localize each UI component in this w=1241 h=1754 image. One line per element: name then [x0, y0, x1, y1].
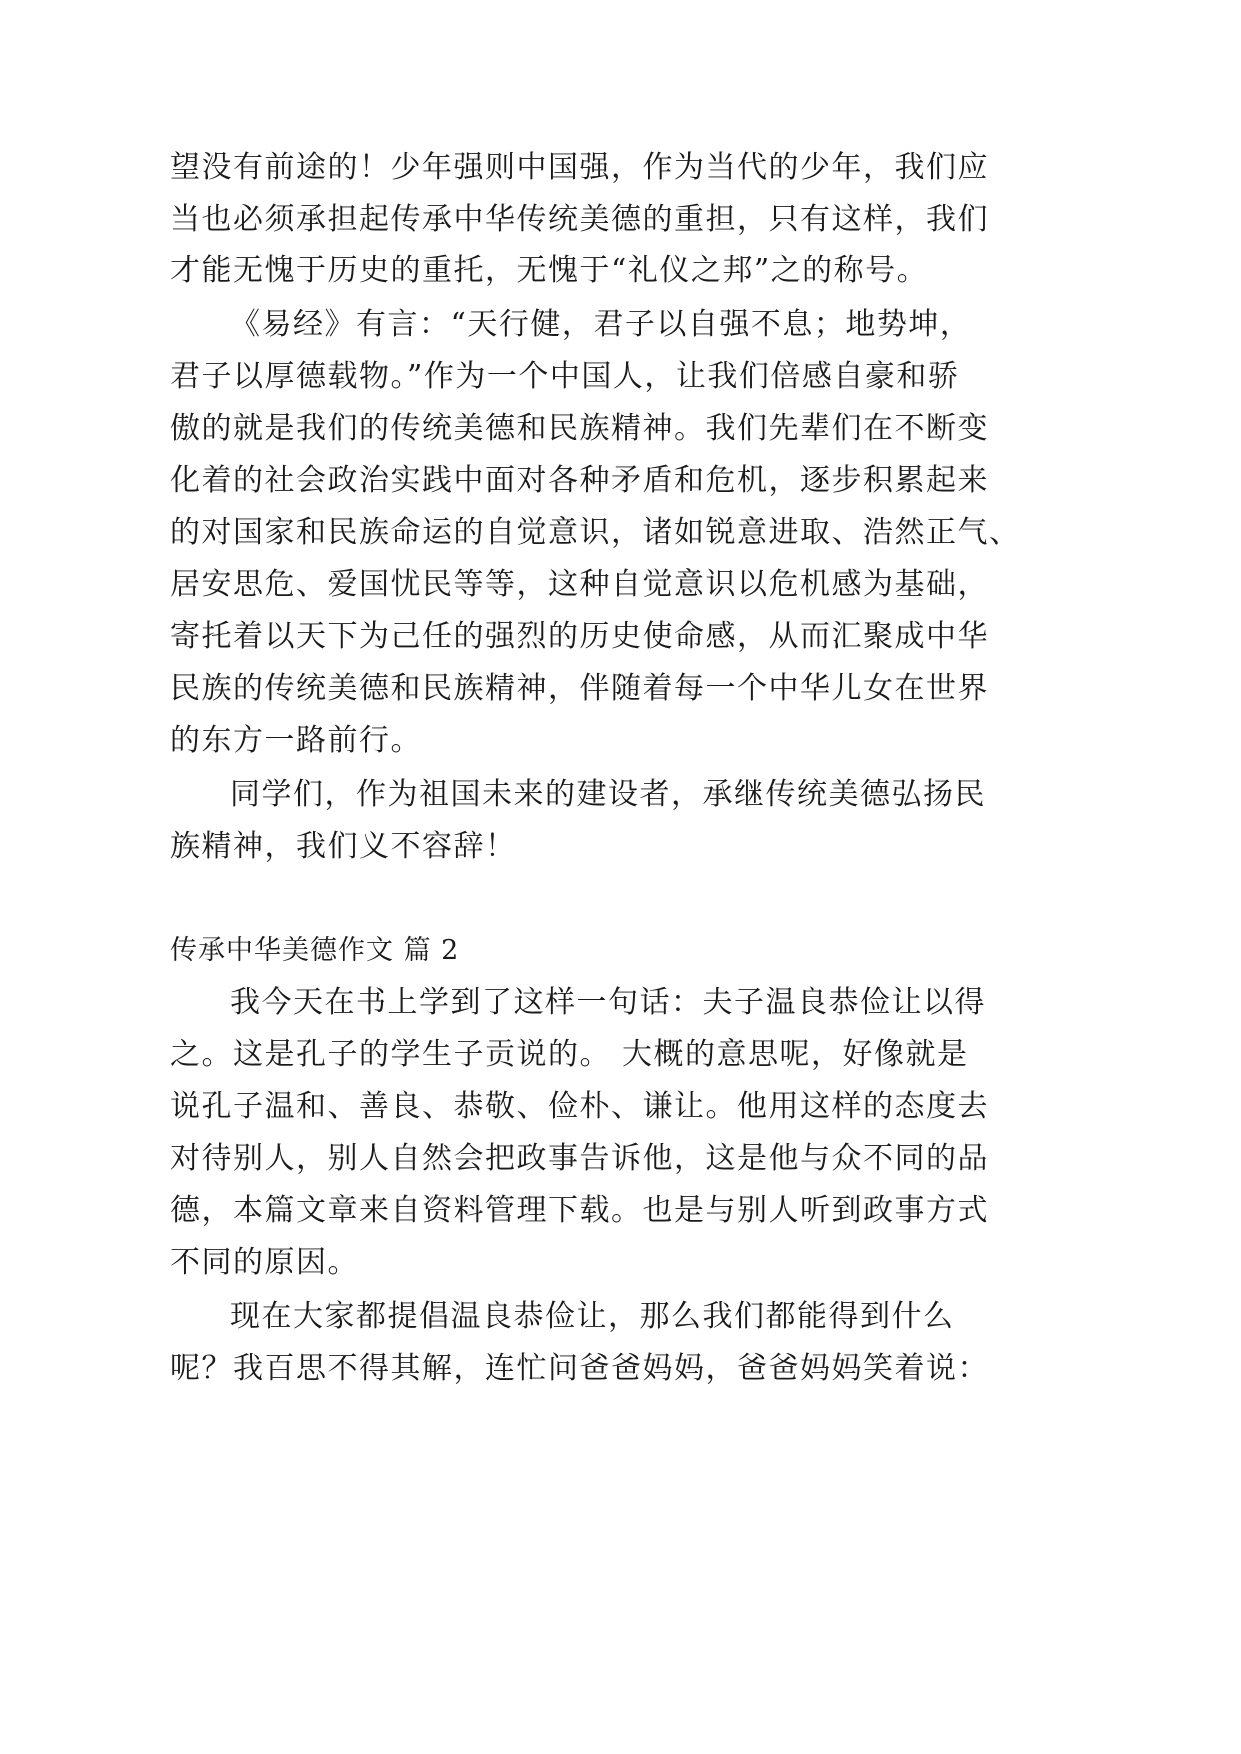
paragraph-line: 的东方一路前行。: [170, 723, 422, 758]
paragraph-line: 德，本篇文章来自资料管理下载。也是与别人听到政事方式: [170, 1193, 989, 1228]
paragraph-line: 现在大家都提倡温良恭俭让，那么我们都能得到什么: [230, 1299, 955, 1334]
paragraph-line: 说孔子温和、善良、恭敬、俭朴、谦让。他用这样的态度去: [170, 1089, 989, 1124]
paragraph-line: 族精神，我们义不容辞！: [170, 829, 517, 864]
paragraph-line: 化着的社会政治实践中面对各种矛盾和危机，逐步积累起来: [170, 463, 989, 498]
paragraph-line: 当也必须承担起传承中华传统美德的重担，只有这样，我们: [170, 202, 989, 237]
paragraph-line: 望没有前途的！少年强则中国强，作为当代的少年，我们应: [170, 150, 989, 185]
paragraph-line: 对待别人，别人自然会把政事告诉他，这是他与众不同的品: [170, 1141, 989, 1176]
paragraph-line: 寄托着以天下为己任的强烈的历史使命感，从而汇聚成中华: [170, 619, 989, 654]
section-heading: 传承中华美德作文 篇 2: [170, 935, 460, 966]
paragraph-line: 君子以厚德载物。”作为一个中国人，让我们倍感自豪和骄: [170, 359, 960, 394]
paragraph-line: 同学们，作为祖国未来的建设者，承继传统美德弘扬民: [230, 777, 986, 812]
paragraph-line: 《易经》有言：“天行健，君子以自强不息；地势坤，: [230, 307, 972, 342]
paragraph-line: 的对国家和民族命运的自觉意识，诸如锐意进取、浩然正气、: [170, 515, 1021, 550]
paragraph-line: 呢？我百思不得其解，连忙问爸爸妈妈，爸爸妈妈笑着说：: [170, 1351, 989, 1386]
paragraph-line: 傲的就是我们的传统美德和民族精神。我们先辈们在不断变: [170, 411, 989, 446]
paragraph-line: 民族的传统美德和民族精神，伴随着每一个中华儿女在世界: [170, 671, 989, 706]
paragraph-line: 我今天在书上学到了这样一句话：夫子温良恭俭让以得: [230, 985, 986, 1020]
paragraph-line: 才能无愧于历史的重托，无愧于“礼仪之邦”之的称号。: [170, 253, 929, 288]
paragraph-line: 不同的原因。: [170, 1245, 359, 1280]
paragraph-line: 居安思危、爱国忧民等等，这种自觉意识以危机感为基础，: [170, 567, 989, 602]
paragraph-line: 之。这是孔子的学生子贡说的。 大概的意思呢，好像就是: [170, 1037, 969, 1072]
